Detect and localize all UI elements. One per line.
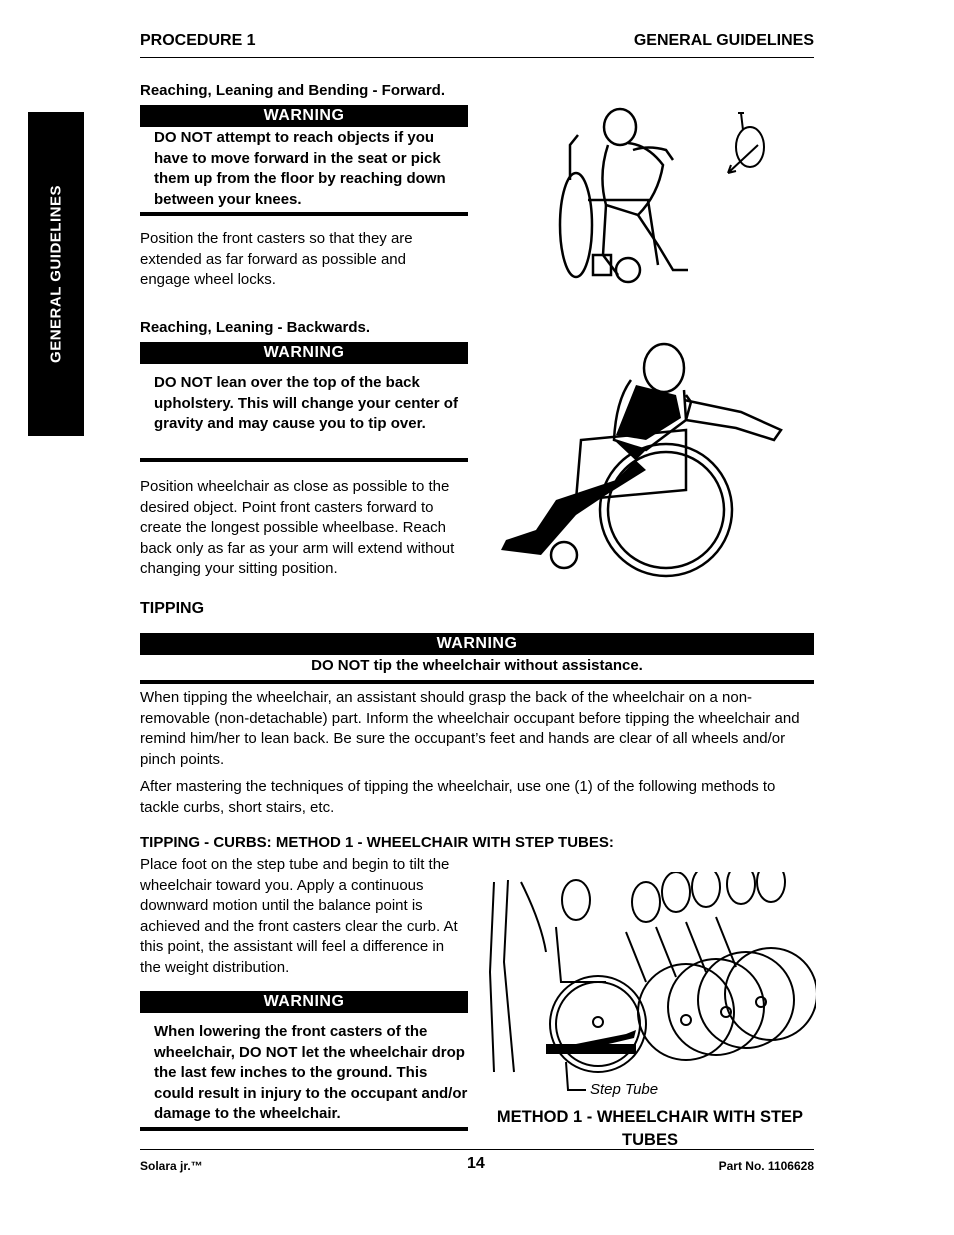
- side-tab: [28, 112, 84, 436]
- tipping-heading: TIPPING: [140, 600, 205, 617]
- warning-bar: WARNING: [140, 342, 468, 364]
- backward-lean-illustration: [496, 340, 788, 582]
- body-text: Position the front casters so that they are extended as far forward as possible and engage wheel locks.: [140, 230, 413, 288]
- warning-rule: [140, 212, 468, 216]
- backward-heading: Reaching, Leaning - Backwards.: [140, 319, 371, 336]
- forward-heading: Reaching, Leaning and Bending - Forward.: [140, 82, 446, 99]
- forward-reach-illustration: [548, 105, 778, 290]
- header-rule: [140, 57, 814, 58]
- product-name: Solara jr.™: [140, 1159, 203, 1173]
- warning-text: DO NOT attempt to reach objects if you have to move forward in the seat or pick them up from the floor by reaching down between your knees.: [154, 129, 446, 208]
- footer-rule: [140, 1149, 814, 1150]
- body-text: Place foot on the step tube and begin to tilt the wheelchair toward you. Apply a continuous downward motion until the balance point is achieved and the front casters clear the curb. At this point, the assistant will feel a difference in the weight distribution.: [140, 856, 458, 976]
- section-title: GENERAL GUIDELINES: [633, 32, 814, 49]
- step-tube-label: Step Tube: [590, 1081, 659, 1098]
- warning-text: When lowering the front casters of the wheelchair, DO NOT let the wheelchair drop the last few inches to the ground. This could result in injury to the occupant and/or damage to the wheelchair.: [154, 1023, 468, 1122]
- page-number: 14: [467, 1155, 485, 1172]
- body-text: After mastering the techniques of tipping the wheelchair, use one (1) of the following methods to tackle curbs, short stairs, etc.: [140, 778, 776, 816]
- procedure-title: PROCEDURE 1: [140, 32, 256, 49]
- body-text: When tipping the wheelchair, an assistant should grasp the back of the wheelchair on a non-removable (non-detachable) part. Inform the wheelchair occupant before tipping the wheelchair and remind him/her to lean back. Be sure the occupant’s feet and hands are clear of all wheels and/or pinch points.: [140, 689, 800, 768]
- warning-rule: [140, 680, 814, 684]
- step-tube-illustration: [486, 872, 816, 1102]
- warning-rule: [140, 1127, 468, 1131]
- warning-bar: WARNING: [140, 105, 468, 127]
- figure-caption: METHOD 1 - WHEELCHAIR WITH STEP TUBES: [496, 1108, 804, 1149]
- body-text: Position wheelchair as close as possible to the desired object. Point front casters forward to create the longest possible wheelbase. Reach back only as far as your arm will extend without changing your sitting position.: [140, 478, 455, 577]
- warning-text: DO NOT lean over the top of the back upholstery. This will change your center of gravity and may cause you to tip over.: [154, 374, 458, 432]
- warning-bar: WARNING: [140, 991, 468, 1013]
- part-number: Part No. 1106628: [718, 1159, 814, 1173]
- warning-rule: [140, 458, 468, 462]
- warning-text: DO NOT tip the wheelchair without assistance.: [311, 657, 643, 674]
- curbs-heading: TIPPING - CURBS: METHOD 1 - WHEELCHAIR WITH STEP TUBES:: [140, 834, 614, 851]
- warning-bar: WARNING: [140, 633, 814, 655]
- side-tab-label: GENERAL GUIDELINES: [47, 185, 65, 363]
